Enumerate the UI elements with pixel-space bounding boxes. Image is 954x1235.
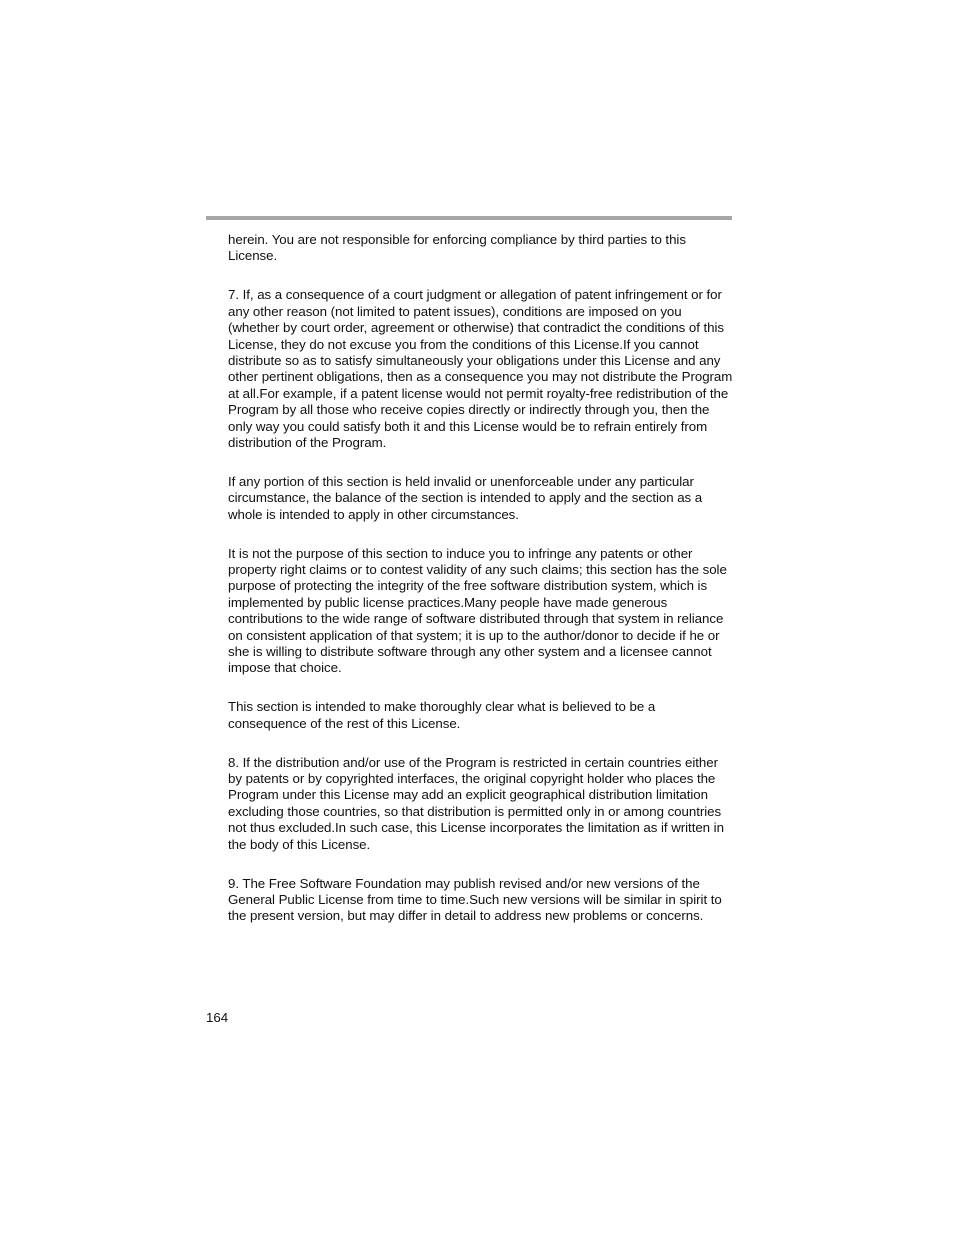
paragraph-purpose: It is not the purpose of this section to induce you to infringe any patents or other property right claims or to contest validity of any such claims; this section has the sole purpose of protecting the integrity of the free software distribution system, which is implemented by public license practices.Many people have made generous contributions to the wide range of software distributed through that system in reliance on consistent application of that system; it is up to the author/donor to decide if he or she is willing to distribute software through any other system and a licensee cannot impose that choice. — [228, 545, 727, 676]
paragraph-section-8: 8. If the distribution and/or use of the Program is restricted in certain countries either by patents or by copyrighted interfaces, the original copyright holder who places the Program under this License may add an explicit geographical distribution limitation excluding those countries, so that distribution is permitted only in or among countries not thus excluded.In such case, this License incorporates the limitation as if written in the body of this License. — [228, 754, 724, 852]
paragraph-section-7: 7. If, as a consequence of a court judgment or allegation of patent infringement or for any other reason (not limited to patent issues), conditions are imposed on you (whether by court order, agreement or otherwise) that contradict the conditions of this License, they do not excuse you from the conditions of this License.If you cannot distribute so as to satisfy simultaneously your obligations under this License and any other pertinent obligations, then as a consequence you may not distribute the Program at all.For example, if a patent license would not permit royalty-free redistribution of the Program by all those who receive copies directly or indirectly through you, then the only way you could satisfy both it and this License would be to refrain entirely from distribution of the Program. — [228, 287, 733, 450]
paragraph-continuation: herein. You are not responsible for enforcing compliance by third parties to this License. — [228, 232, 686, 264]
paragraph-invalid-portion: If any portion of this section is held invalid or unenforceable under any particular circumstance, the balance of the section is intended to apply and the section as a whole is intended to apply in other circumstances. — [228, 473, 703, 522]
page-number: 164 — [206, 1010, 229, 1025]
paragraph-clarification: This section is intended to make thoroughly clear what is believed to be a consequence of the rest of this License. — [228, 699, 656, 731]
paragraph-section-9: 9. The Free Software Foundation may publish revised and/or new versions of the General Public License from time to time.Such new versions will be similar in spirit to the present version, but may differ in detail to address new problems or concerns. — [228, 875, 722, 924]
license-text-body — [228, 232, 734, 947]
header-rule — [206, 216, 732, 220]
